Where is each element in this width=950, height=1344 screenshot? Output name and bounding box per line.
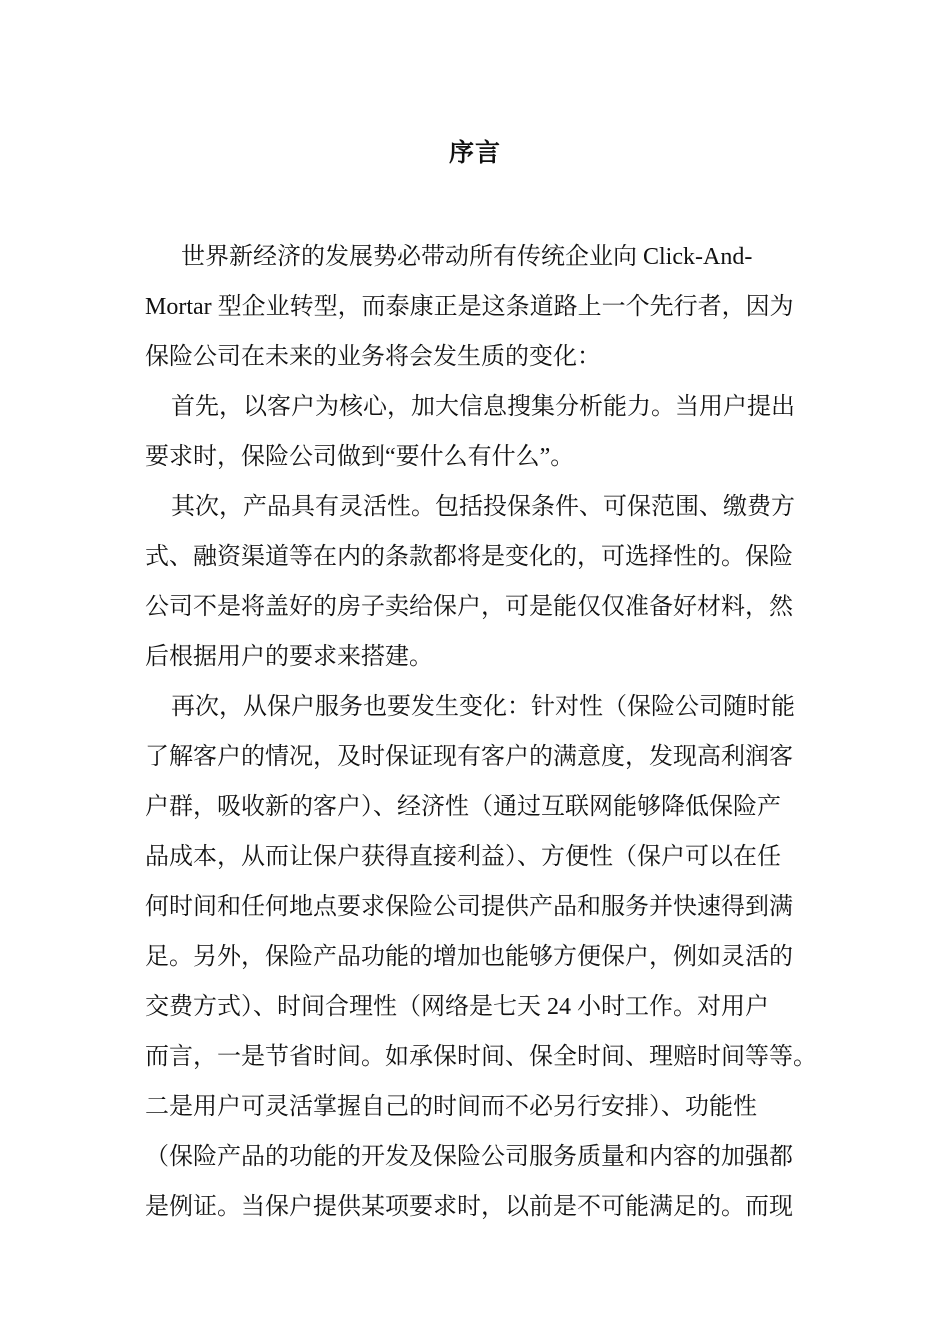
text-line: 后根据用户的要求来搭建。 (145, 644, 433, 670)
text-line: 再次，从保户服务也要发生变化：针对性（保险公司随时能 (171, 694, 795, 720)
text-line: 是例证。当保户提供某项要求时，以前是不可能满足的。而现 (145, 1194, 793, 1220)
text-line: 其次，产品具有灵活性。包括投保条件、可保范围、缴费方 (171, 494, 795, 520)
text-line: 品成本，从而让保户获得直接利益）、方便性（保户可以在任 (145, 844, 781, 870)
text-line: 何时间和任何地点要求保险公司提供产品和服务并快速得到满 (145, 894, 793, 920)
text-line: 保险公司在未来的业务将会发生质的变化： (145, 344, 601, 370)
document-body (145, 232, 845, 1232)
text-line: 二是用户可灵活掌握自己的时间而不必另行安排）、功能性 (145, 1094, 757, 1120)
text-line: 而言，一是节省时间。如承保时间、保全时间、理赔时间等等。 (145, 1044, 817, 1070)
text-line: 要求时，保险公司做到“要什么有什么”。 (145, 444, 575, 470)
text-line: 了解客户的情况，及时保证现有客户的满意度，发现高利润客 (145, 744, 793, 770)
text-line: 首先，以客户为核心，加大信息搜集分析能力。当用户提出 (171, 394, 795, 420)
text-line: 公司不是将盖好的房子卖给保户，可是能仅仅准备好材料，然 (145, 594, 793, 620)
text-line: 足。另外，保险产品功能的增加也能够方便保户，例如灵活的 (145, 944, 793, 970)
text-line: （保险产品的功能的开发及保险公司服务质量和内容的加强都 (145, 1144, 793, 1170)
text-line: 交费方式）、时间合理性（网络是七天 24 小时工作。对用户 (145, 994, 769, 1020)
text-line: 世界新经济的发展势必带动所有传统企业向 Click-And- (181, 244, 753, 270)
text-line: 式、融资渠道等在内的条款都将是变化的，可选择性的。保险 (145, 544, 793, 570)
text-line: 户群，吸收新的客户）、经济性（通过互联网能够降低保险产 (145, 794, 781, 820)
document-title: 序言 (448, 140, 501, 167)
text-line: Mortar 型企业转型，而泰康正是这条道路上一个先行者，因为 (145, 294, 794, 320)
